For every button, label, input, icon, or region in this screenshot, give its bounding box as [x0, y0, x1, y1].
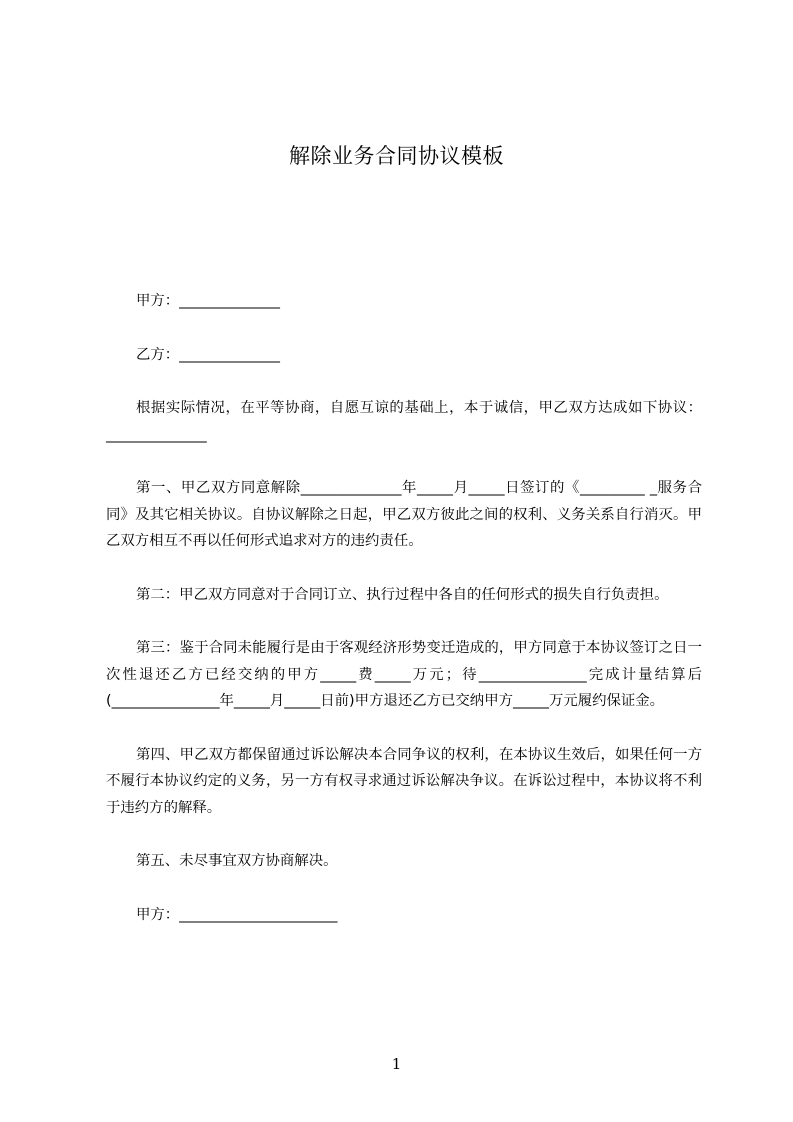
- party-a-line: 甲方：______________: [136, 293, 280, 309]
- clause-3-paragraph: 第三：鉴于合同未能履行是由于客观经济形势变迁造成的，甲方同意于本协议签订之日一次性退还乙方已经交纳的甲方_____费_____万元；待_______________完成计量结算后(_______________年_____月_____日前)甲方退还乙方已交纳甲方_____万元履约保证金。: [106, 640, 702, 709]
- signature-party-a: 甲方：______________________: [136, 906, 338, 923]
- page-number: 1: [391, 1055, 402, 1073]
- clause-2-paragraph: 第二：甲乙双方同意对于合同订立、执行过程中各自的任何形式的损失自行负责担。: [136, 586, 669, 603]
- clause-1-paragraph: 第一、甲乙双方同意解除______________年_____月_____日签订的《_________ _服务合同》及其它相关协议。自协议解除之日起，甲乙双方彼此之间的权利、义务关系自行消灭。甲乙双方相互不再以任何形式追求对方的违约责任。: [106, 480, 702, 549]
- document-title: 解除业务合同协议模板: [289, 144, 504, 168]
- document-body: [106, 288, 702, 955]
- clause-5-paragraph: 第五、未尽事宜双方协商解决。: [136, 853, 338, 869]
- preamble-paragraph: 根据实际情况，在平等协商，自愿互谅的基础上，本于诚信，甲乙双方达成如下协议：______________: [106, 400, 702, 443]
- clause-4-paragraph: 第四、甲乙双方都保留通过诉讼解决本合同争议的权利，在本协议生效后，如果任何一方不履行本协议约定的义务，另一方有权寻求通过诉讼解决争议。在诉讼过程中，本协议将不利于违约方的解释。: [106, 746, 702, 816]
- party-b-line: 乙方：______________: [136, 346, 280, 363]
